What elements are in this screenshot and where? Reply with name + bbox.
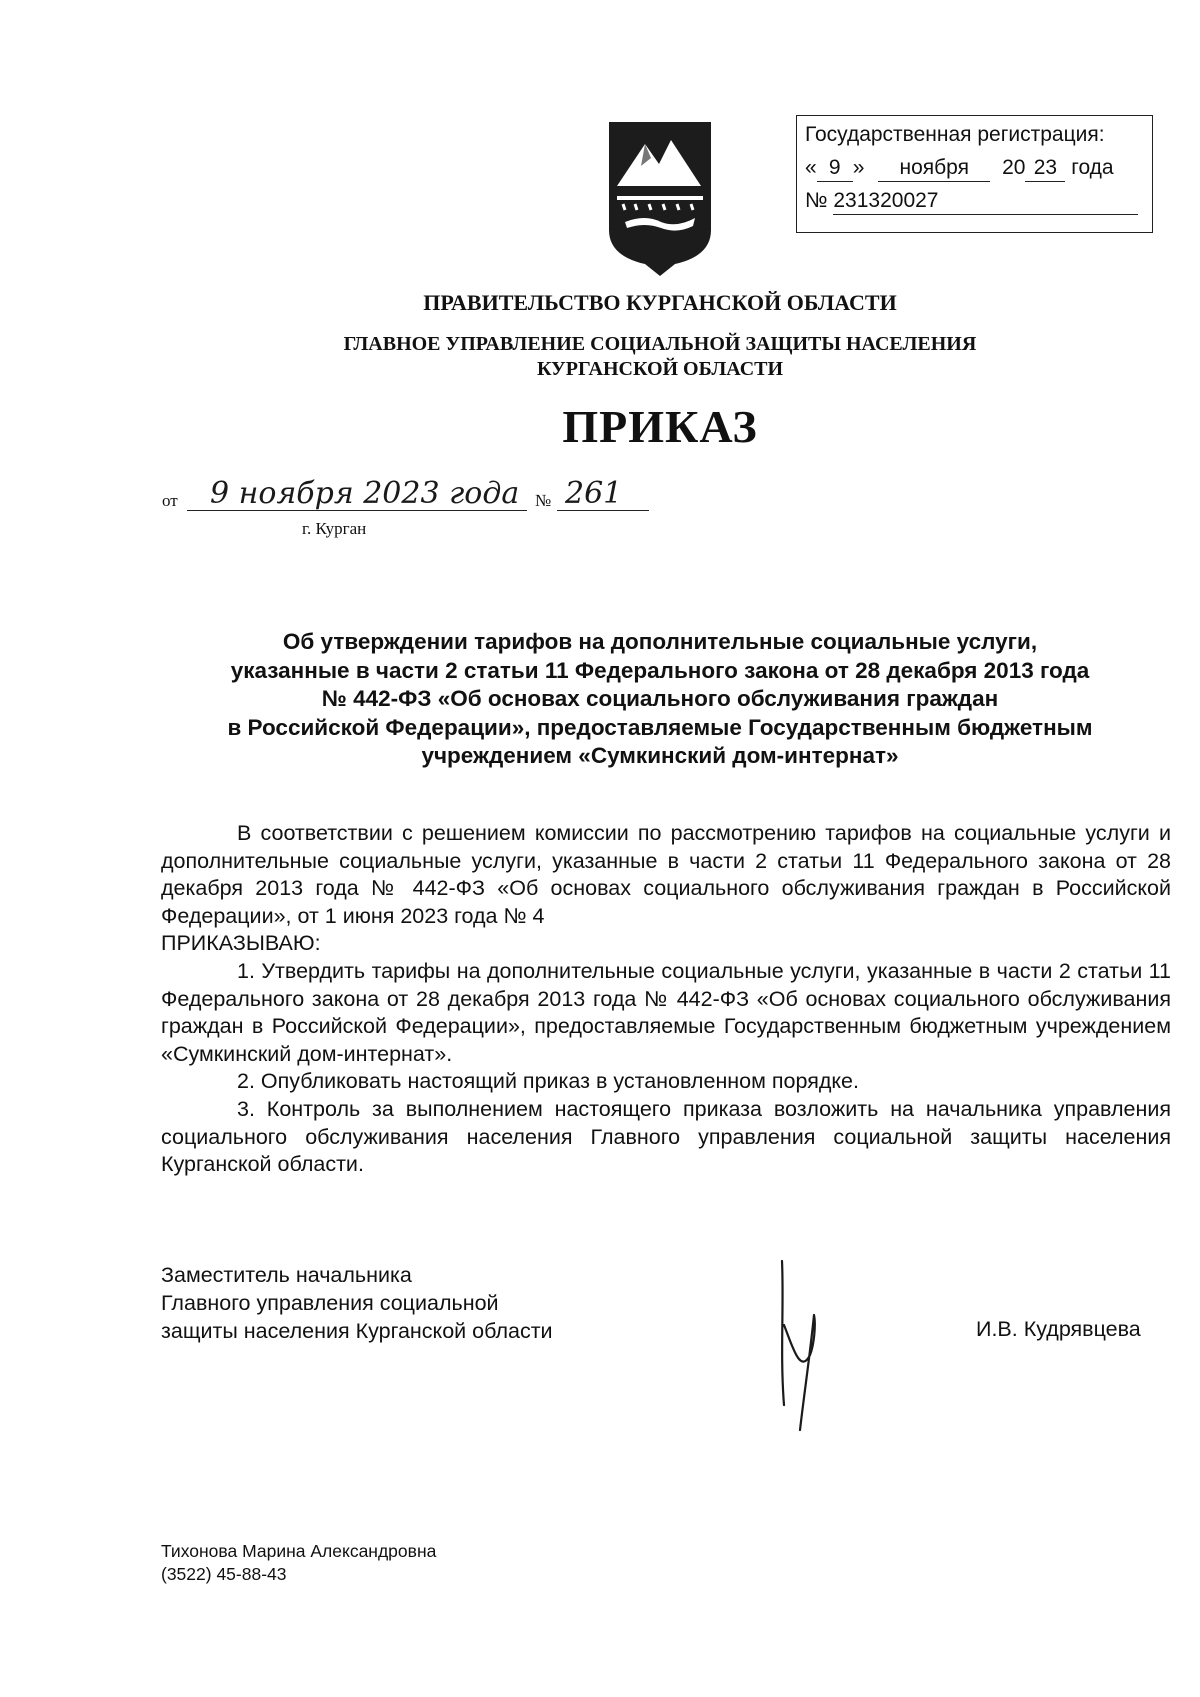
city: г. Курган bbox=[302, 519, 367, 538]
document-type: ПРИКАЗ bbox=[562, 401, 758, 452]
number-label: № bbox=[535, 491, 552, 510]
order-date-handwritten: 9 ноября 2023 года bbox=[210, 476, 520, 511]
registration-stamp bbox=[796, 115, 1153, 233]
executor-name: Тихонова Марина Александровна bbox=[161, 1541, 437, 1561]
executor-info bbox=[161, 1540, 436, 1586]
order-item-2: 2. Опубликовать настоящий приказ в установленном порядке. bbox=[237, 1069, 859, 1093]
registration-month: ноября bbox=[878, 155, 990, 182]
government-title: ПРАВИТЕЛЬСТВО КУРГАНСКОЙ ОБЛАСТИ bbox=[423, 290, 897, 315]
order-item-1: 1. Утвердить тарифы на дополнительные социальные услуги, указанные в части 2 статьи 11 Федерального закона от 28 декабря 2013 года № 442-ФЗ «Об основах социального обслуживания граждан в Российской Федерации», предоставляемые Государственным бюджетным учреждением «Сумкинский дом-интернат». bbox=[161, 959, 1171, 1066]
registration-day: 9 bbox=[817, 155, 853, 182]
order-item-3: 3. Контроль за выполнением настоящего приказа возложить на начальника управления социального обслуживания населения Главного управления социальной защиты населения Курганской области. bbox=[161, 1097, 1171, 1176]
coat-of-arms-icon bbox=[605, 118, 715, 278]
department-title-line2: КУРГАНСКОЙ ОБЛАСТИ bbox=[536, 358, 784, 380]
department-title-line1: ГЛАВНОЕ УПРАВЛЕНИЕ СОЦИАЛЬНОЙ ЗАЩИТЫ НАСЕЛЕНИЯ bbox=[343, 333, 977, 355]
registration-date: « 9 » ноября 20 23 года bbox=[805, 151, 1114, 184]
preamble: В соответствии с решением комиссии по рассмотрению тарифов на социальные услуги и дополнительные социальные услуги, указанные в части 2 статьи 11 Федерального закона от 28 декабря 2013 года № 442-ФЗ «Об основах социального обслуживания граждан в Российской Федерации», от 1 июня 2023 года № 4 bbox=[161, 821, 1171, 928]
order-subject: Об утверждении тарифов на дополнительные социальные услуги, указанные в части 2 статьи 11 Федерального закона от 28 декабря 2013 года № 442-ФЗ «Об основах социального обслуживания граждан в Российской Федерации», предоставляемые Государственным бюджетным учреждением «Сумкинский дом-интернат» bbox=[227, 629, 1093, 768]
from-label: от bbox=[162, 491, 178, 510]
signer-name: И.В. Кудрявцева bbox=[976, 1317, 1141, 1341]
handwritten-signature bbox=[770, 1255, 830, 1435]
order-word: ПРИКАЗЫВАЮ: bbox=[161, 931, 321, 955]
signer-position: Заместитель начальника Главного управления социальной защиты населения Курганской области bbox=[161, 1263, 553, 1343]
registration-year: 23 bbox=[1025, 155, 1065, 182]
registration-number: № 231320027 bbox=[805, 184, 1138, 217]
registration-title: Государственная регистрация: bbox=[805, 123, 1105, 146]
order-number-handwritten: 261 bbox=[565, 476, 623, 511]
executor-phone: (3522) 45-88-43 bbox=[161, 1564, 287, 1584]
